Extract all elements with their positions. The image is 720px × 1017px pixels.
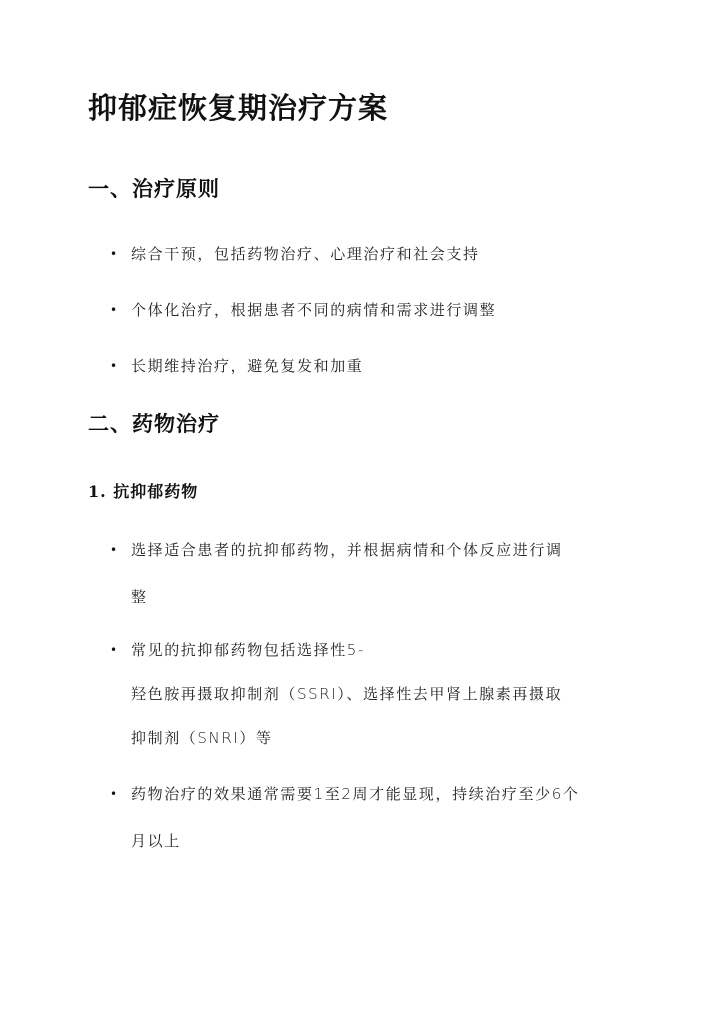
document-title: 抑郁症恢复期治疗方案 [88, 91, 389, 125]
list-item-text: 药物治疗的效果通常需要1至2周才能显现，持续治疗至少6个 [131, 785, 580, 803]
list-item-text: 月以上 [131, 832, 181, 850]
bullet-icon: • [110, 543, 118, 557]
subsection-heading-antidepressants: 1. 抗抑郁药物 [88, 482, 199, 501]
list-item-text: 羟色胺再摄取抑制剂（SSRI）、选择性去甲肾上腺素再摄取 [131, 685, 563, 703]
list-item-text: 整 [131, 588, 148, 606]
list-item-text: 选择适合患者的抗抑郁药物，并根据病情和个体反应进行调 [131, 541, 563, 559]
section-heading-drug-therapy: 二、药物治疗 [88, 411, 220, 436]
list-item-text: 长期维持治疗，避免复发和加重 [131, 357, 364, 375]
list-item-text: 综合干预，包括药物治疗、心理治疗和社会支持 [131, 245, 480, 263]
bullet-icon: • [110, 247, 118, 261]
list-item-text: 抑制剂（SNRI）等 [131, 729, 273, 747]
list-item-text: 常见的抗抑郁药物包括选择性5- [131, 641, 365, 659]
bullet-icon: • [110, 643, 118, 657]
section-heading-treatment-principles: 一、治疗原则 [88, 176, 220, 201]
bullet-icon: • [110, 303, 118, 317]
bullet-icon: • [110, 787, 118, 801]
bullet-icon: • [110, 359, 118, 373]
list-item-text: 个体化治疗，根据患者不同的病情和需求进行调整 [131, 301, 497, 319]
